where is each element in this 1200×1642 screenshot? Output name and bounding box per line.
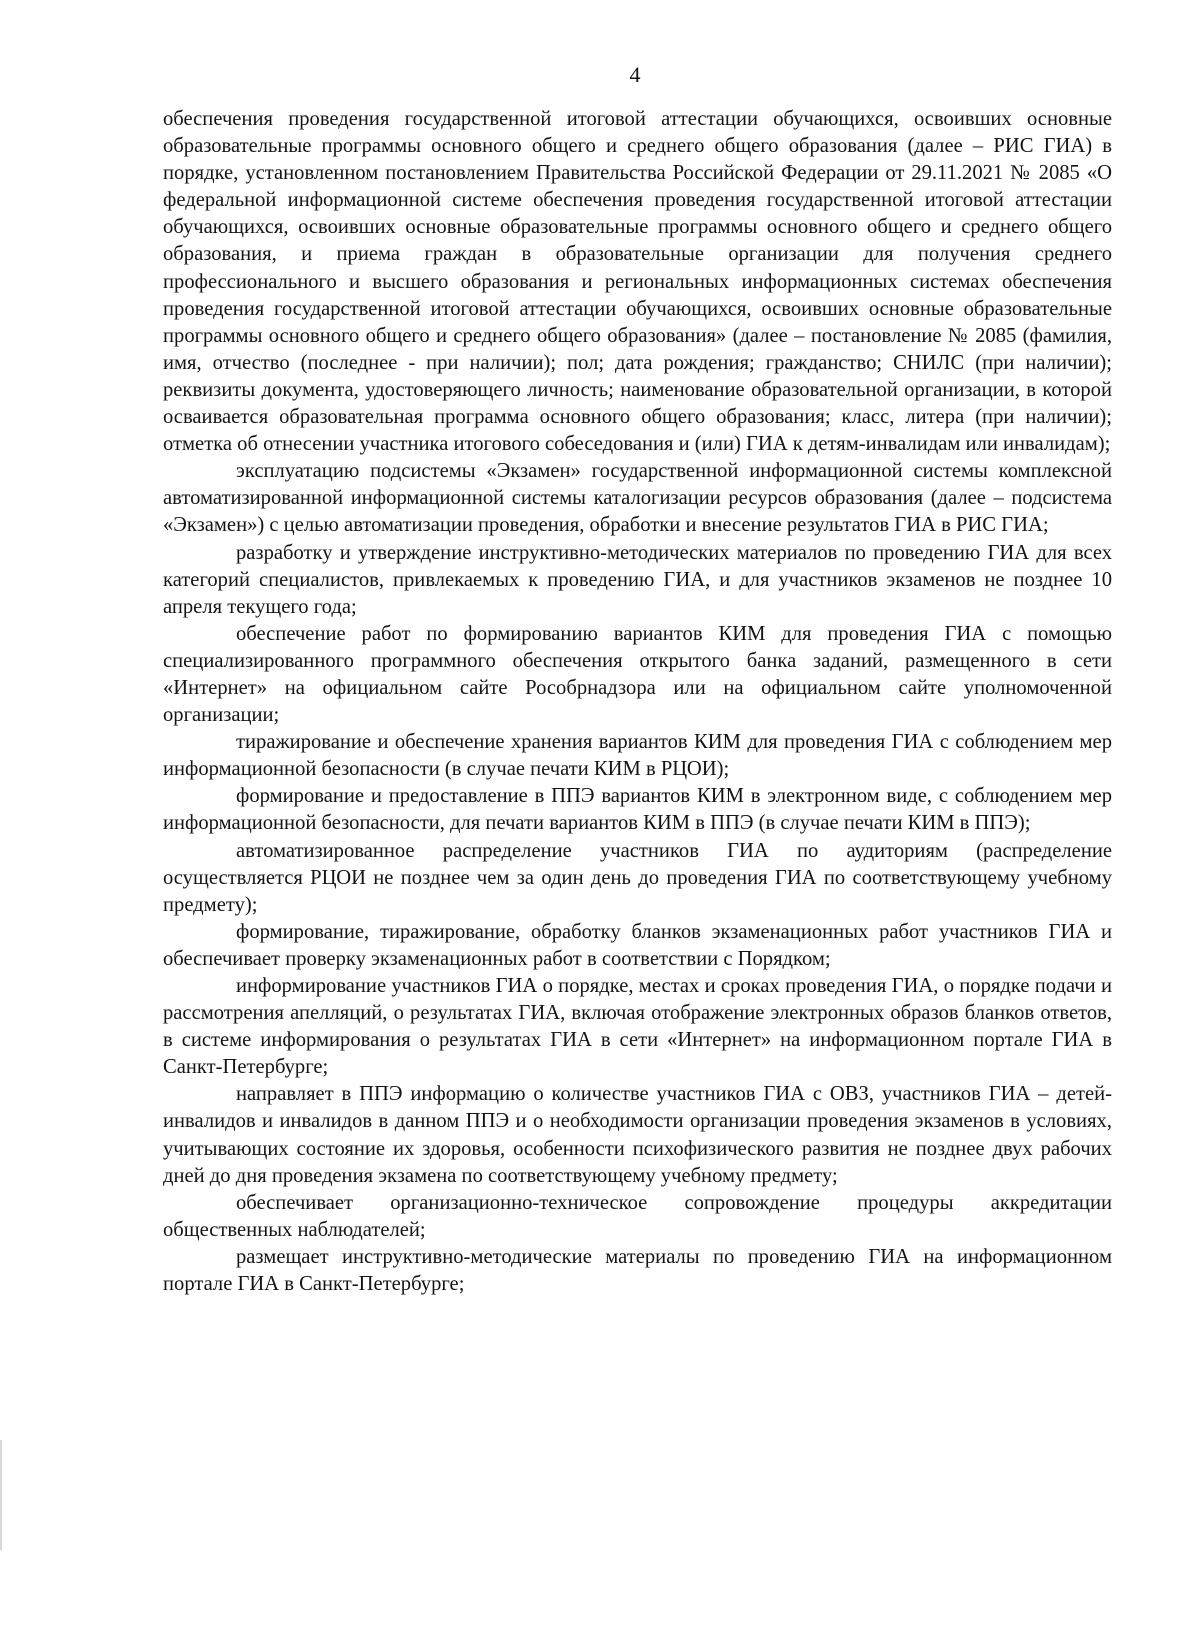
scan-edge-mark — [0, 1440, 2, 1550]
paragraph-kim-electronic-delivery: формирование и предоставление в ППЭ вариантов КИМ в электронном виде, с соблюдением мер информационной безопасности, для печати вариантов КИМ в ППЭ (в случае печати КИМ в ППЭ); — [163, 785, 1112, 835]
paragraph-portal-materials: размещает инструктивно-методические материалы по проведению ГИА на информационном портале ГИА в Санкт-Петербурге; — [163, 1245, 1112, 1296]
paragraph-answer-sheets-processing: формирование, тиражирование, обработку бланков экзаменационных работ участников ГИА и обеспечивает проверку экзаменационных работ в соответствии с Порядком; — [163, 920, 1112, 970]
paragraph-kim-replication: тиражирование и обеспечение хранения вариантов КИМ для проведения ГИА с соблюдением мер информационной безопасности (в случае печати КИМ в РЦОИ); — [163, 731, 1112, 781]
paragraph-methodical-materials: разработку и утверждение инструктивно-методических материалов по проведению ГИА для всех категорий специалистов, привлекаемых к проведению ГИА, и для участников экзаменов не позднее 10 апреля текущего года; — [163, 541, 1112, 618]
paragraph-exam-subsystem: эксплуатацию подсистемы «Экзамен» государственной информационной системы комплексной автоматизированной информационной системы каталогизации ресурсов образования (далее – подсистема «Экзамен») с целью автоматизации проведения, обработки и внесение результатов ГИА в РИС ГИА; — [163, 460, 1112, 537]
paragraph-participant-informing: информирование участников ГИА о порядке, местах и сроках проведения ГИА, о порядке подачи и рассмотрения апелляций, о результатах ГИА, включая отображение электронных образов бланков ответов, в системе информирования о результатах ГИА в сети «Интернет» на информационном портале ГИА в Санкт-Петербурге; — [163, 975, 1112, 1079]
paragraph-observer-accreditation: обеспечивает организационно-техническое сопровождение процедуры аккредитации общественных наблюдателей; — [163, 1191, 1112, 1241]
paragraph-kim-variants-formation: обеспечение работ по формированию вариантов КИМ для проведения ГИА с помощью специализированного программного обеспечения открытого банка заданий, размещенного в сети «Интернет» на официальном сайте Рособрнадзора или на официальном сайте уполномоченной организации; — [163, 622, 1112, 727]
paragraph-ovz-information: направляет в ППЭ информацию о количестве участников ГИА с ОВЗ, участников ГИА – детей-инвалидов и инвалидов в данном ППЭ и о необходимости организации проведения экзаменов в условиях, учитывающих состояние их здоровья, особенности психофизического развития не позднее двух рабочих дней до дня проведения экзамена по соответствующему учебному предмету; — [163, 1083, 1112, 1187]
page-number: 4 — [629, 62, 641, 87]
paragraph-ris-gia-continuation: обеспечения проведения государственной итоговой аттестации обучающихся, освоивших основные образовательные программы основного общего и среднего общего образования (далее – РИС ГИА) в порядке, установленном постановлением Правительства Российской Федерации от 29.11.2021 № 2085 «О федеральной информационной системе обеспечения проведения государственной итоговой аттестации обучающихся, освоивших основные образовательные программы основного общего и среднего общего образования, и приема граждан в образовательные организации для получения среднего профессионального и высшего образования и региональных информационных системах обеспечения проведения государственной итоговой аттестации обучающихся, освоивших основные образовательные программы основного общего и среднего общего образования» (далее – постановление № 2085 (фамилия, имя, отчество (последнее - при наличии); пол; дата рождения; гражданство; СНИЛС (при наличии); реквизиты документа, удостоверяющего личность; наименование образовательной организации, в которой осваивается образовательная программа основного общего образования; класс, литера (при наличии); отметка об отнесении участника итогового собеседования и (или) ГИА к детям-инвалидам или инвалидам); — [163, 108, 1112, 456]
document-body — [163, 106, 1112, 1298]
paragraph-auto-distribution: автоматизированное распределение участников ГИА по аудиториям (распределение осуществляется РЦОИ не позднее чем за один день до проведения ГИА по соответствующему учебному предмету); — [163, 839, 1112, 916]
